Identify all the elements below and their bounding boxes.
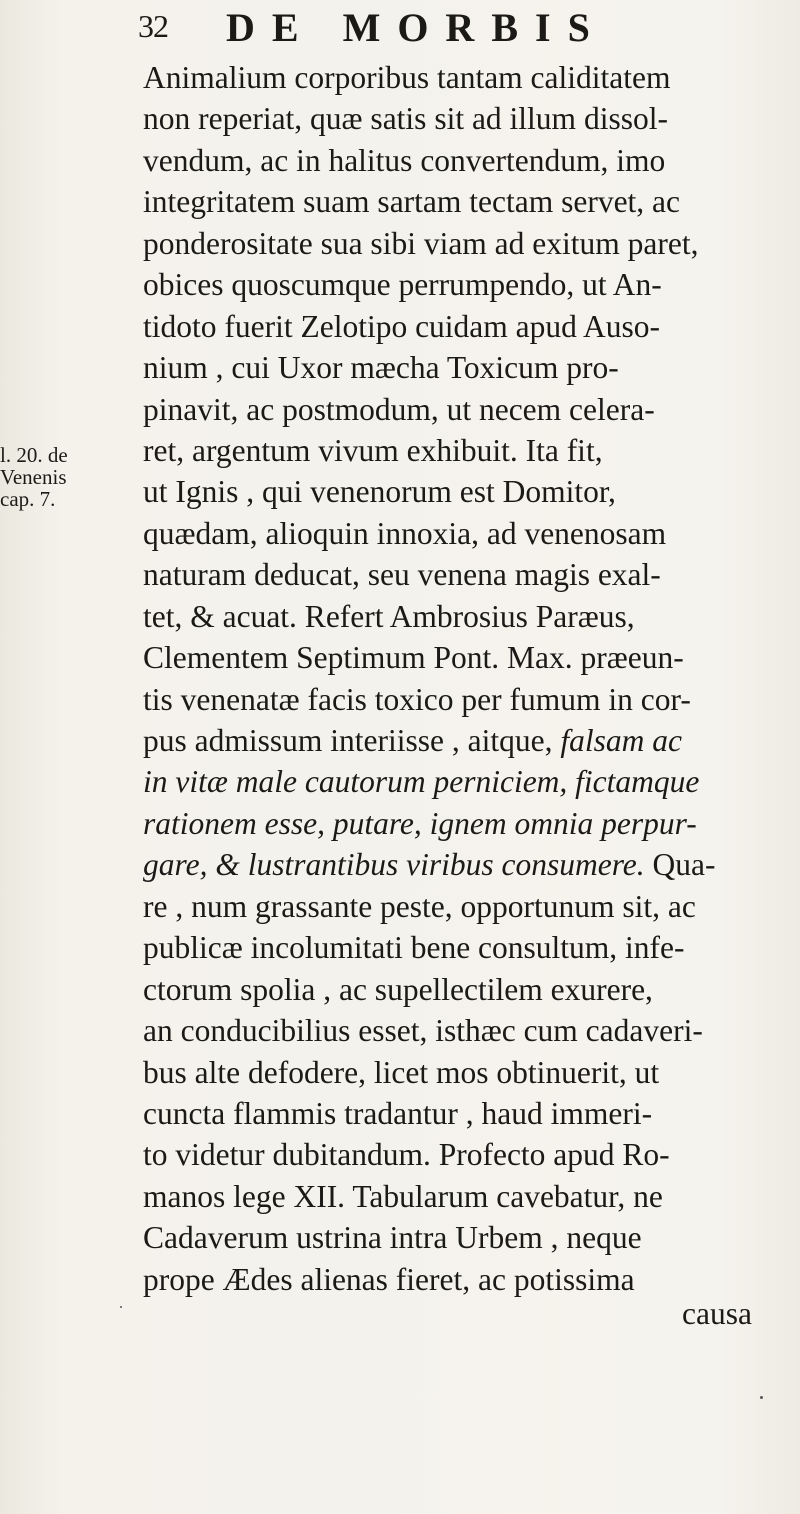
text-span: pinavit, ac postmodum, ut necem celera-	[143, 391, 655, 427]
text-line	[143, 637, 783, 678]
text-span: obices quoscumque perrumpendo, ut An-	[143, 267, 662, 303]
marginal-note	[0, 444, 70, 510]
text-line	[143, 471, 783, 512]
text-span: integritatem suam sartam tectam servet, ac	[143, 184, 681, 220]
text-span: publicæ incolumitati bene consultum, infe-	[143, 930, 685, 966]
text-span: cuncta flammis tradantur , haud immeri-	[143, 1095, 653, 1131]
paper-speck	[120, 1306, 122, 1308]
text-line	[143, 679, 783, 720]
text-span: ctorum spolia , ac supellectilem exurere,	[143, 971, 653, 1007]
text-span: non reperiat, quæ satis sit ad illum dissol-	[143, 101, 668, 137]
text-line	[143, 554, 783, 595]
text-line	[143, 1052, 783, 1093]
text-line	[143, 181, 783, 222]
paper-speck	[760, 1396, 763, 1399]
text-line	[143, 389, 783, 430]
text-span: vendum, ac in halitus convertendum, imo	[143, 142, 666, 178]
text-line	[143, 761, 783, 802]
text-span: Clementem Septimum Pont. Max. præeun-	[143, 640, 684, 676]
text-span: quædam, alioquin innoxia, ad venenosam	[143, 515, 667, 551]
body-text	[143, 57, 783, 1300]
text-line	[143, 1093, 783, 1134]
text-span: pus admissum interiisse , aitque,	[143, 723, 561, 758]
catchword: causa	[682, 1296, 752, 1331]
text-line	[143, 140, 783, 181]
text-line	[143, 98, 783, 139]
marginal-note-line: cap. 7.	[0, 487, 56, 511]
page-number: 32	[138, 8, 168, 44]
text-line	[143, 306, 783, 347]
text-span: manos lege XII. Tabularum cavebatur, ne	[143, 1178, 663, 1214]
text-span: bus alte defodere, licet mos obtinuerit, ut	[143, 1054, 660, 1090]
text-line	[143, 347, 783, 388]
text-span: tet, & acuat. Refert Ambrosius Paræus,	[143, 598, 635, 634]
text-span: ret, argentum vivum exhibuit. Ita fit,	[143, 432, 603, 468]
text-line	[143, 1217, 783, 1258]
text-line	[143, 927, 783, 968]
text-line	[143, 264, 783, 305]
italic-text-span: rationem esse, putare, ignem omnia perpur-	[143, 805, 697, 841]
text-span: ponderositate sua sibi viam ad exitum paret,	[143, 225, 699, 261]
text-span: prope Ædes alienas fieret, ac potissima	[143, 1261, 635, 1297]
text-line	[143, 596, 783, 637]
marginal-note-line: Venenis	[0, 465, 67, 489]
page-header	[126, 4, 686, 50]
text-span: nium , cui Uxor mæcha Toxicum pro-	[143, 350, 619, 386]
text-line	[143, 1259, 783, 1300]
text-line	[143, 430, 783, 471]
running-title: DE MORBIS	[226, 5, 607, 50]
text-span: re , num grassante peste, opportunum sit, ac	[143, 888, 696, 924]
text-line	[143, 223, 783, 264]
text-line	[143, 1176, 783, 1217]
italic-text-span: gare, & lustrantibus viribus consumere.	[143, 847, 645, 883]
text-span: tis venenatæ facis toxico per fumum in cor-	[143, 681, 691, 717]
text-line	[143, 886, 783, 927]
marginal-note-line: l. 20. de	[0, 443, 68, 467]
italic-text-span: falsam ac	[560, 723, 682, 758]
text-line	[143, 844, 783, 885]
text-span: ut Ignis , qui venenorum est Domitor,	[143, 474, 616, 510]
text-span: Animalium corporibus tantam caliditatem	[143, 60, 671, 95]
text-span: Cadaverum ustrina intra Urbem , neque	[143, 1220, 642, 1256]
text-span: Qua-	[644, 847, 716, 883]
text-span: to videtur dubitandum. Profecto apud Ro-	[143, 1137, 670, 1173]
text-line	[143, 57, 783, 98]
text-line	[143, 1134, 783, 1175]
text-span: an conducibilius esset, isthæc cum cadaveri-	[143, 1013, 703, 1049]
text-line	[143, 720, 783, 761]
text-line	[143, 969, 783, 1010]
italic-text-span: in vitæ male cautorum perniciem, fictamque	[143, 764, 700, 800]
text-line	[143, 1010, 783, 1051]
text-span: tidoto fuerit Zelotipo cuidam apud Auso-	[143, 308, 661, 344]
text-line	[143, 513, 783, 554]
text-span: naturam deducat, seu venena magis exal-	[143, 557, 661, 593]
text-line	[143, 803, 783, 844]
